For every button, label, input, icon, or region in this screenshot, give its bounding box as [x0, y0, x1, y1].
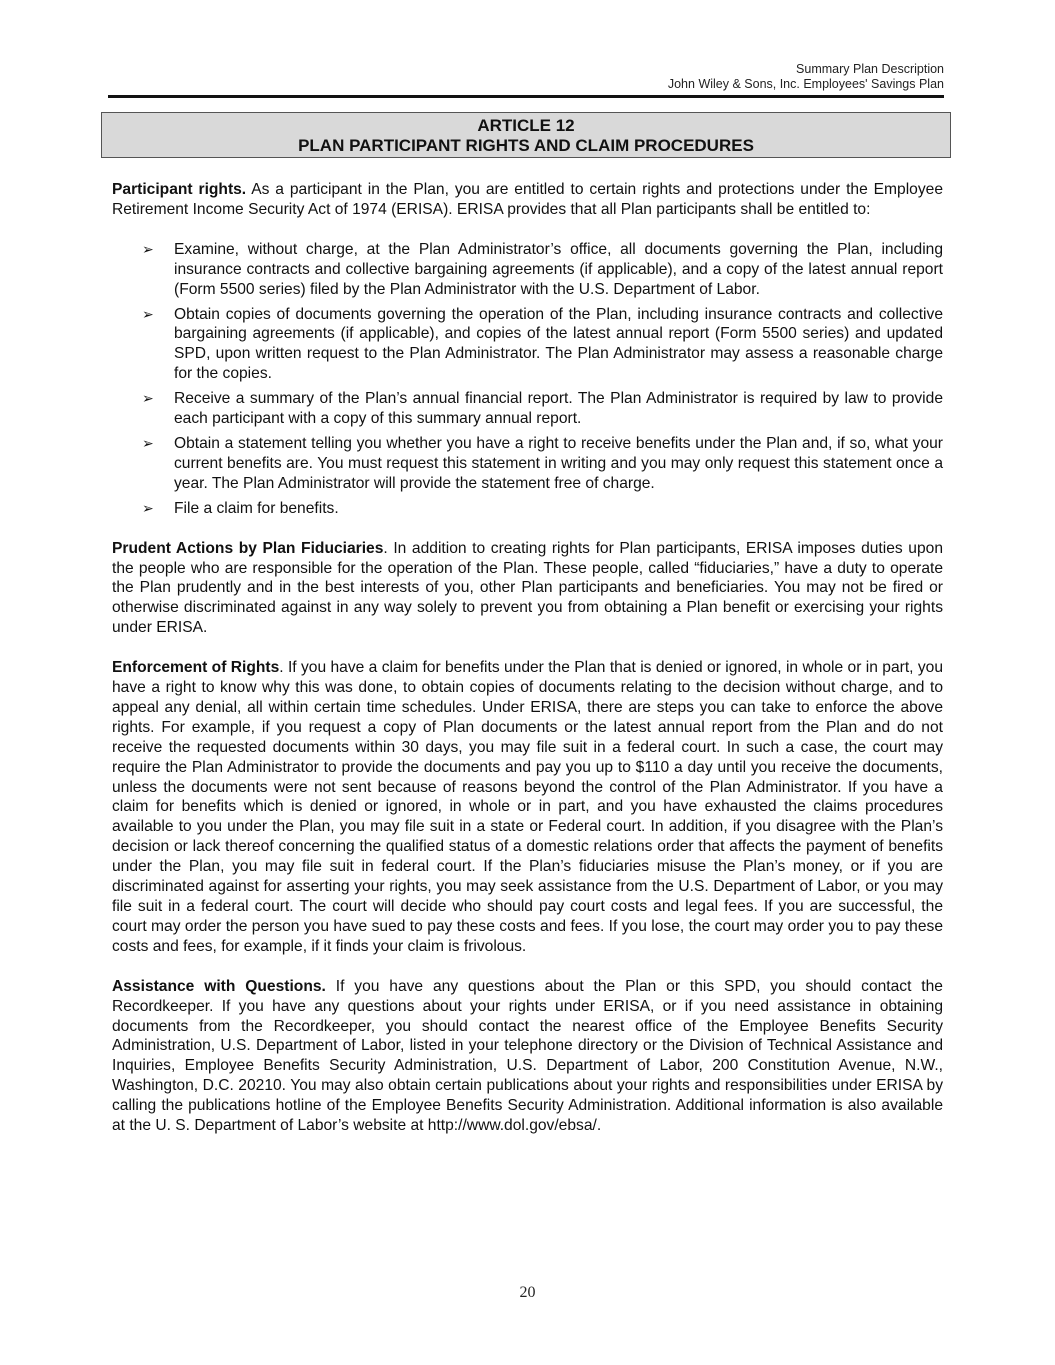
- list-item-text: Obtain copies of documents governing the operation of the Plan, including insurance contracts and collective bargaining agreements (if applicable), and copies of the latest annual report (Form 5500 series) and updated SPD, upon written request to the Plan Administrator. The Plan Administrator may assess a reasonable charge for the copies.: [174, 305, 943, 383]
- running-header: [108, 62, 944, 92]
- arrow-bullet-icon: ➢: [142, 240, 154, 257]
- participant-rights-heading: Participant rights.: [112, 181, 247, 198]
- header-line-2: John Wiley & Sons, Inc. Employees' Savings Plan: [667, 77, 944, 91]
- header-line-1: Summary Plan Description: [796, 62, 944, 76]
- rights-list: [112, 240, 943, 519]
- list-item: [142, 499, 943, 519]
- assistance-heading: Assistance with Questions.: [112, 977, 326, 995]
- list-item: [142, 240, 943, 300]
- list-item: [142, 305, 943, 385]
- list-item-text: File a claim for benefits.: [174, 499, 339, 517]
- participant-rights-text: As a participant in the Plan, you are entitled to certain rights and protections under the Employee Retirement Income Security Act of 1974 (ERISA). ERISA provides that all Plan participants shall be entitled to:: [112, 181, 943, 218]
- prudent-actions-text: . In addition to creating rights for Plan participants, ERISA imposes duties upon the people who are responsible for the operation of the Plan. These people, called “fiduciaries,” have a duty to operate the Plan prudently and in the best interests of you, other Plan participants and beneficiaries. You may not be fired or otherwise discriminated against in any way solely to prevent you from obtaining a Plan benefit or exercising your rights under ERISA.: [112, 539, 943, 637]
- enforcement-text: . If you have a claim for benefits under the Plan that is denied or ignored, in whole or in part, you have a right to know why this was done, to obtain copies of documents relating to the decision without charge, and to appeal any denial, all within certain time schedules. Under ERISA, there are steps you can take to enforce the above rights. For example, if you request a copy of Plan documents or the latest annual report from the Plan and do not receive the requested documents within 30 days, you may file suit in a federal court. In such a case, the court may require the Plan Administrator to provide the documents and pay you up to $110 a day until you receive the documents, unless the documents were not sent because of reasons beyond the control of the Plan Administrator. If you have a claim for benefits which is denied or ignored, in whole or in part, and you have exhausted the claims procedures available to you under the Plan, you may file suit in a state or Federal court. In addition, if you disagree with the Plan’s decision or lack thereof concerning the qualified status of a domestic relations order that affects the payment of benefits under the Plan, you may file suit in federal court. If the Plan’s fiduciaries misuse the Plan’s money, or if you are discriminated against for asserting your rights, you may seek assistance from the U.S. Department of Labor, or you may file suit in a federal court. The court will decide who should pay court costs and legal fees. If you are successful, the court may order the person you have sued to pay these costs and fees. If you lose, the court may order you to pay these costs and fees, for example, if it finds your claim is frivolous.: [112, 659, 943, 955]
- enforcement-paragraph: [112, 658, 943, 957]
- list-item: [142, 434, 943, 494]
- list-item-text: Receive a summary of the Plan’s annual financial report. The Plan Administrator is required by law to provide each participant with a copy of this summary annual report.: [174, 390, 943, 428]
- list-item: [142, 389, 943, 429]
- enforcement-heading: Enforcement of Rights: [112, 659, 280, 677]
- header-rule: [108, 95, 944, 98]
- list-item-text: Examine, without charge, at the Plan Administrator’s office, all documents governing the Plan, including insurance contracts and collective bargaining agreements (if applicable), and a copy of the latest annual report (Form 5500 series) filed by the Plan Administrator with the U.S. Department of Labor.: [174, 240, 943, 298]
- article-title-box: [101, 112, 951, 158]
- arrow-bullet-icon: ➢: [142, 390, 154, 407]
- participant-rights-paragraph: [112, 180, 943, 220]
- arrow-bullet-icon: ➢: [142, 305, 154, 322]
- body-text: [112, 180, 943, 1156]
- arrow-bullet-icon: ➢: [142, 499, 154, 516]
- article-number: ARTICLE 12: [477, 116, 575, 135]
- article-title: PLAN PARTICIPANT RIGHTS AND CLAIM PROCEDURES: [298, 136, 754, 155]
- arrow-bullet-icon: ➢: [142, 434, 154, 451]
- page-number: 20: [519, 1284, 536, 1301]
- prudent-actions-heading: Prudent Actions by Plan Fiduciaries: [112, 539, 384, 557]
- assistance-text: If you have any questions about the Plan or this SPD, you should contact the Recordkeeper. If you have any questions about your rights under ERISA, or if you need assistance in obtaining documents from the Recordkeeper, you should contact the nearest office of the Employee Benefits Security Administration, U.S. Department of Labor, listed in your telephone directory or the Division of Technical Assistance and Inquiries, Employee Benefits Security Administration, U.S. Department of Labor, 200 Constitution Avenue, N.W., Washington, D.C. 20210. You may also obtain certain publications about your rights and responsibilities under ERISA by calling the publications hotline of the Employee Benefits Security Administration. Additional information is also available at the U. S. Department of Labor’s website at http://www.dol.gov/ebsa/.: [112, 977, 943, 1135]
- prudent-actions-paragraph: [112, 539, 943, 639]
- assistance-paragraph: [112, 977, 943, 1136]
- list-item-text: Obtain a statement telling you whether you have a right to receive benefits under the Plan and, if so, what your current benefits are. You must request this statement in writing and you may only request this statement once a year. The Plan Administrator will provide the statement free of charge.: [174, 434, 943, 492]
